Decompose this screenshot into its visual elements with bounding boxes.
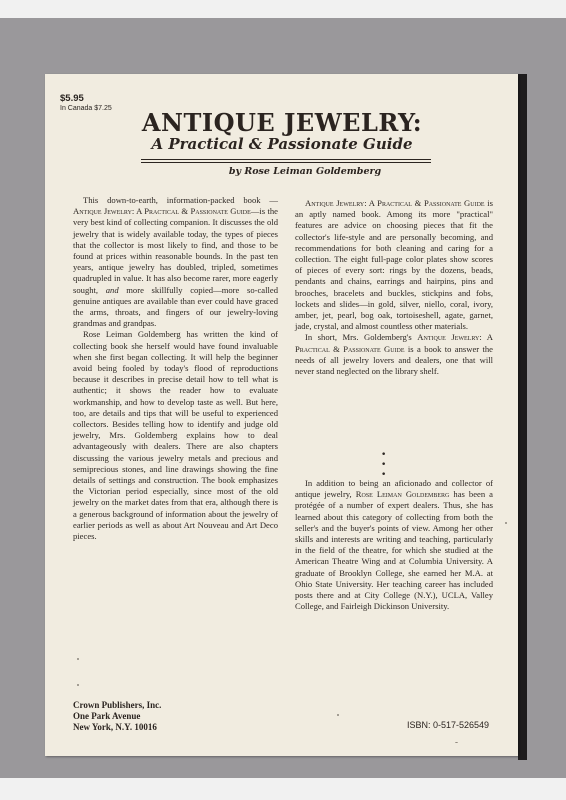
backdrop-bottom bbox=[0, 778, 566, 800]
text-run: In addition to being an aficionado and collector of antique jewelry, bbox=[295, 478, 493, 500]
text-run: is a book to answer the needs of all jewelry lovers and dealers, one that will never stand neglected on the library shelf. bbox=[295, 343, 493, 377]
text-run: —is the very best kind of collecting companion. It discusses the old jewelry that is widely available today, the types of pieces that the collector is most likely to find, and those to be found at prices within reasonable bounds. In the past ten years, antique jewelry has doubled, tripled, sometimes quadrupled in value. It has also become rarer, more eagerly sought, bbox=[73, 206, 278, 295]
book-title-inline: Antique Jewelry: A Practical & Passionate Guide bbox=[295, 332, 493, 354]
paper-speck bbox=[337, 714, 339, 716]
book-title-inline: Antique Jewelry: A Practical & Passionate Guide bbox=[305, 198, 485, 208]
left-paragraph-1 bbox=[73, 195, 278, 329]
book-back-cover bbox=[45, 74, 518, 756]
left-column bbox=[73, 195, 278, 542]
author-byline: by Rose Leiman Goldemberg bbox=[228, 166, 382, 177]
author-bio-paragraph bbox=[295, 478, 493, 612]
price-label: $5.95 bbox=[60, 93, 84, 104]
section-divider-dots: • • • bbox=[381, 450, 393, 480]
right-column-top bbox=[295, 198, 493, 377]
author-name-inline: Rose Leiman Goldemberg bbox=[355, 489, 450, 500]
book-title: ANTIQUE JEWELRY: bbox=[141, 108, 423, 137]
text-run: is an aptly named book. Among its more "practical" features are advice on choosing pieces that fit the collector's life-style and are personally becoming, and recommendations for both cleaning and caring for a collection. The eight full-page color plates show scores of pieces of every sort: rings by the dozens, beads, pendants and chains, earrings and hairpins, pins and brooches, bracelets and buckles, stickpins and fobs, lockets and slides—in gold, silver, niello, coral, ivory, amber, jet, pearl, bog oak, tortoiseshell, agate, garnet, jade, crystal, and almost countless other materials. bbox=[295, 198, 493, 332]
paper-speck bbox=[505, 522, 507, 524]
backdrop-top bbox=[0, 0, 566, 18]
right-column-bottom bbox=[295, 478, 493, 612]
left-paragraph-2: Rose Leiman Goldemberg has written the kind of collecting book she herself would have found invaluable when she first began collecting. It will help the beginner avoid being fooled by today's flood of reproductions because it describes in precise detail how to tell what is authentic; it shows the reader how to evaluate workmanship, and how to develop taste as well. But here, too, are details and tips that will be useful to experienced collectors. Besides telling how to identify and judge old jewelry, Mrs. Goldemberg explains how to deal advantageously with dealers. There are also chapters discussing the various jewelry metals and precious and semiprecious stones, and line drawings showing the fine details of settings and construction. The book emphasizes the Victorian period especially, since most of the old jewelry on the market dates from that era, although there is a generous background of information about the jewelry of earlier periods as well as about Art Nouveau and Art Deco pieces. bbox=[73, 329, 278, 542]
title-rule-bottom bbox=[141, 162, 431, 163]
emphasis-text: and bbox=[105, 284, 119, 295]
text-run: more skillfully copied—more so-called genuine antiques are available than ever could have graced the arms, throats, and fingers of our jewelry-loving grandmas and grandpas. bbox=[73, 284, 278, 329]
book-spine-edge bbox=[518, 74, 527, 760]
book-subtitle: A Practical & Passionate Guide bbox=[151, 135, 413, 153]
book-title-inline: Antique Jewelry: A Practical & Passionate Guide bbox=[73, 206, 251, 217]
publisher-name: Crown Publishers, Inc. bbox=[73, 700, 162, 710]
right-paragraph-1 bbox=[295, 198, 493, 332]
text-run: has been a protégée of a number of expert dealers. Thus, she has learned about this category of collecting from both the seller's and the buyer's points of view. Among her other skills and interests are writing and teaching, particularly in the field of the theatre, for which she studied at the American Theatre Wing and at Columbia University. A graduate of Brooklyn College, she earned her M.A. at Ohio State University. Her teaching career has included posts there and at City College (N.Y.), UCLA, Valley College, and Fairleigh Dickinson University. bbox=[295, 489, 493, 612]
right-paragraph-2 bbox=[295, 332, 493, 377]
text-run: This down-to-earth, information-packed book — bbox=[83, 195, 278, 205]
isbn-label: ISBN: 0-517-526549 bbox=[407, 720, 490, 730]
publisher-address bbox=[73, 700, 161, 732]
paper-speck bbox=[455, 742, 458, 743]
paper-speck bbox=[77, 684, 79, 686]
publisher-city: New York, N.Y. 10016 bbox=[73, 721, 157, 732]
publisher-street: One Park Avenue bbox=[73, 710, 141, 721]
paper-speck bbox=[77, 658, 79, 660]
text-run: In short, Mrs. Goldemberg's bbox=[305, 332, 412, 343]
title-rule-top bbox=[141, 159, 431, 160]
price-canada-label: In Canada $7.25 bbox=[60, 105, 112, 112]
